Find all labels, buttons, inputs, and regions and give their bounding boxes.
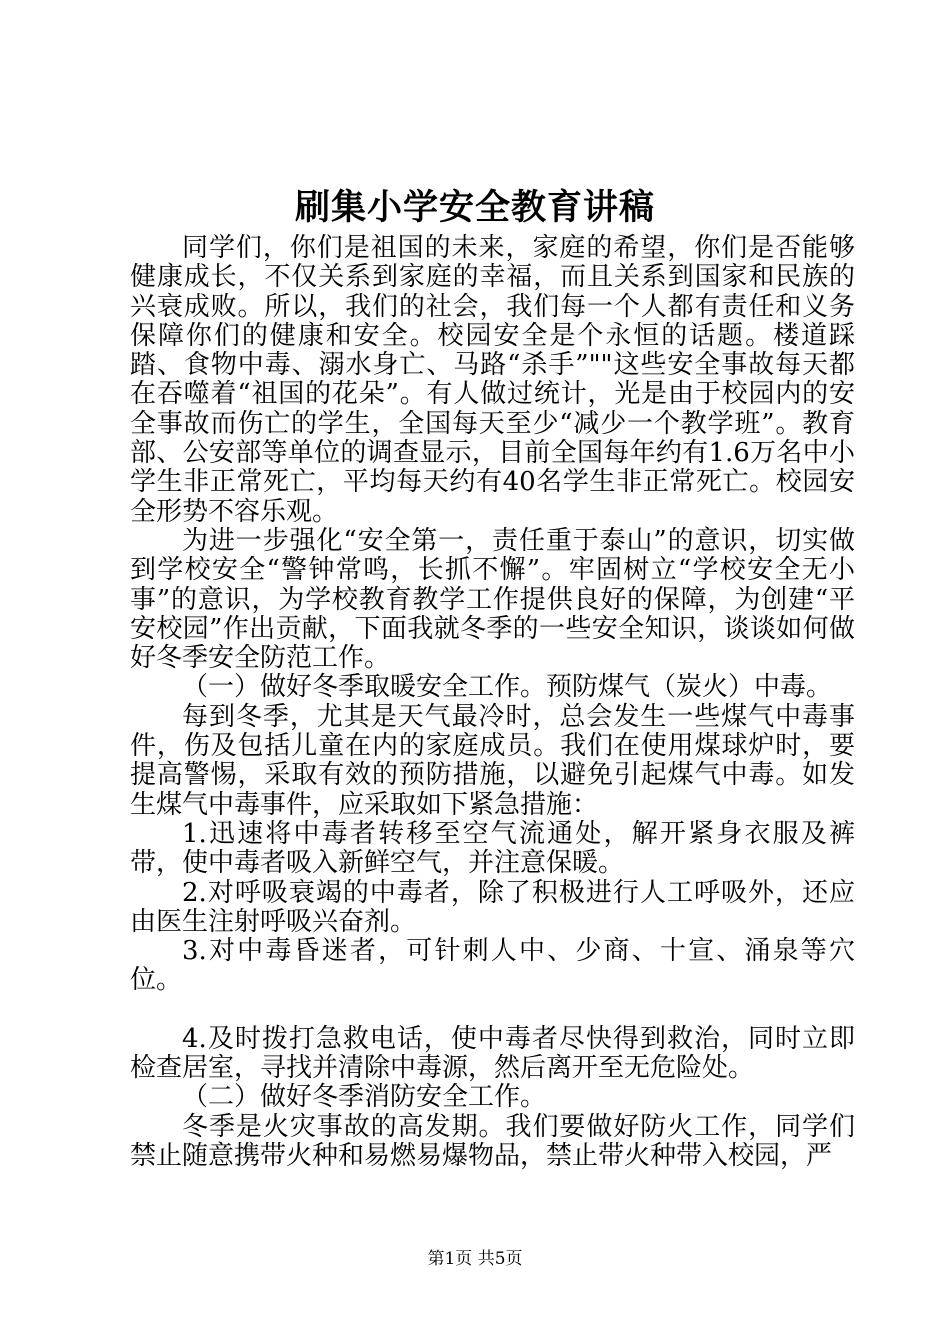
section-heading-fire-safety: （二）做好冬季消防安全工作。 <box>182 1082 547 1113</box>
list-item-measure-4: 4.及时拨打急救电话，使中毒者尽快得到救治，同时立即检查居室，寻找并清除中毒源，然后离开至无危险处。 <box>130 1023 855 1084</box>
list-item-measure-1: 1.迅速将中毒者转移至空气流通处，解开紧身衣服及裤带，使中毒者吸入新鲜空气，并注意保暖。 <box>130 818 855 879</box>
section-heading-heating: （一）做好冬季取暖安全工作。预防煤气（炭火）中毒。 <box>182 672 833 703</box>
paragraph-fire-safety: 冬季是火灾事故的高发期。我们要做好防火工作，同学们禁止随意携带火种和易燃易爆物品，禁止带火种带入校园，严 <box>130 1111 855 1171</box>
list-item-measure-3: 3.对中毒昏迷者，可针刺人中、少商、十宣、涌泉等穴位。 <box>130 936 855 996</box>
paragraph-gas-poisoning: 每到冬季，尤其是天气最冷时，总会发生一些煤气中毒事件，伤及包括儿童在内的家庭成员。我们在使用煤球炉时，要提高警惕，采取有效的预防措施，以避免引起煤气中毒。如发生煤气中毒事件，应采取如下紧急措施： <box>130 701 855 820</box>
paragraph-purpose: 为进一步强化“安全第一，责任重于泰山”的意识，切实做到学校安全“警钟常鸣，长抓不懈”。牢固树立“学校安全无小事”的意识，为学校教育教学工作提供良好的保障，为创建“平安校园”作出贡献，下面我就冬季的一些安全知识，谈谈如何做好冬季安全防范工作。 <box>130 525 855 674</box>
document-title: 刷集小学安全教育讲稿 <box>294 187 655 228</box>
document-body <box>130 234 855 1171</box>
page-footer: 第1页 共5页 <box>427 1249 523 1269</box>
list-item-measure-2: 2.对呼吸衰竭的中毒者，除了积极进行人工呼吸外，还应由医生注射呼吸兴奋剂。 <box>130 877 855 937</box>
paragraph-intro: 同学们，你们是祖国的未来，家庭的希望，你们是否能够健康成长，不仅关系到家庭的幸福，而且关系到国家和民族的兴衰成败。所以，我们的社会，我们每一个人都有责任和义务保障你们的健康和安全。校园安全是个永恒的话题。楼道踩踏、食物中毒、溺水身亡、马路“杀手”""这些安全事故每天都在吞噬着“祖国的花朵”。有人做过统计，光是由于校园内的安全事故而伤亡的学生，全国每天至少“减少一个教学班”。教育部、公安部等单位的调查显示，目前全国每年约有1.6万名中小学生非正常死亡，平均每天约有40名学生非正常死亡。校园安全形势不容乐观。 <box>130 233 855 527</box>
